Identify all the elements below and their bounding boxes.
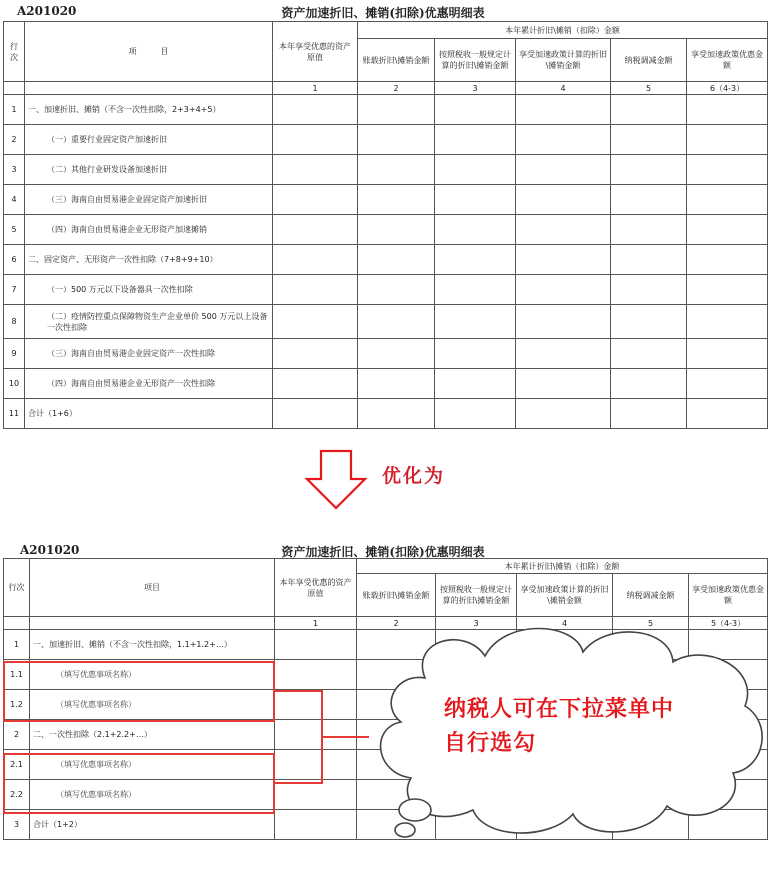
- header-group: 本年累计折旧\摊销（扣除）金额: [358, 22, 768, 39]
- table-row: 7 （一）500 万元以下设备器具一次性扣除: [4, 275, 768, 305]
- table-row: 6 二、固定资产、无形资产一次性扣除（7+8+9+10）: [4, 245, 768, 275]
- row-label: （三）海南自由贸易港企业固定资产加速折旧: [25, 185, 273, 215]
- header-col4: 享受加速政策计算的折旧\摊销金额: [517, 574, 613, 617]
- table-row: 1.2 （填写优惠事项名称）: [4, 690, 768, 720]
- header-col3: 按照税收一般规定计算的折旧\摊销金额: [436, 574, 517, 617]
- header-col5: 纳税调减金额: [611, 39, 687, 82]
- row-label: 一、加速折旧、摊销（不含一次性扣除，2+3+4+5）: [25, 95, 273, 125]
- table-row: 2.1 （填写优惠事项名称）: [4, 750, 768, 780]
- col-number: 1: [273, 82, 358, 95]
- row-label: 合计（1+6）: [25, 399, 273, 429]
- header-group: 本年累计折旧\摊销（扣除）金额: [357, 559, 768, 574]
- row-label: （一）500 万元以下设备器具一次性扣除: [25, 275, 273, 305]
- bracket-connector: [275, 690, 322, 692]
- header-col5: 纳税调减金额: [613, 574, 689, 617]
- col-number: 6（4-3）: [687, 82, 768, 95]
- row-label: （四）海南自由贸易港企业无形资产一次性扣除: [25, 369, 273, 399]
- preference-item-select[interactable]: （填写优惠事项名称）: [30, 690, 275, 720]
- table-row: 11 合计（1+6）: [4, 399, 768, 429]
- col-number: 2: [358, 82, 435, 95]
- optimized-label: 优化为: [382, 465, 446, 487]
- table-row: 9 （三）海南自由贸易港企业固定资产一次性扣除: [4, 339, 768, 369]
- table-row: 1.1 （填写优惠事项名称）: [4, 660, 768, 690]
- table-row: 2 二、一次性扣除（2.1+2.2+…）: [4, 720, 768, 750]
- table-row: 3 合计（1+2）: [4, 810, 768, 840]
- col-number: 5: [613, 617, 689, 630]
- header-col2: 账载折旧\摊销金额: [358, 39, 435, 82]
- header-col6: 享受加速政策优惠金额: [687, 39, 768, 82]
- header-col4: 享受加速政策计算的折旧\摊销金额: [516, 39, 611, 82]
- row-label: 二、一次性扣除（2.1+2.2+…）: [30, 720, 275, 750]
- col-number: 5（4-3）: [689, 617, 768, 630]
- form-code: A201020: [17, 4, 77, 18]
- original-table: [3, 21, 768, 429]
- header-col6: 享受加速政策优惠金额: [689, 574, 768, 617]
- table-row: 1 一、加速折旧、摊销（不含一次性扣除，2+3+4+5）: [4, 95, 768, 125]
- header-row-no: 行次: [4, 559, 30, 617]
- header-col3: 按照税收一般规定计算的折旧\摊销金额: [435, 39, 516, 82]
- table-row: 10 （四）海南自由贸易港企业无形资产一次性扣除: [4, 369, 768, 399]
- col-number: 3: [436, 617, 517, 630]
- table-row: 2.2 （填写优惠事项名称）: [4, 780, 768, 810]
- table-row: 5 （四）海南自由贸易港企业无形资产加速摊销: [4, 215, 768, 245]
- col-number: 5: [611, 82, 687, 95]
- header-item: 项目: [30, 559, 275, 617]
- table-row: 8 （二）疫情防控重点保障物资生产企业单价 500 万元以上设备一次性扣除: [4, 305, 768, 339]
- header-col1: 本年享受优惠的资产原值: [273, 22, 358, 82]
- preference-item-select[interactable]: （填写优惠事项名称）: [30, 750, 275, 780]
- form-code: A201020: [20, 543, 80, 557]
- col-number: 4: [516, 82, 611, 95]
- col-number: 4: [517, 617, 613, 630]
- header-col2: 账载折旧\摊销金额: [357, 574, 436, 617]
- header-item: 项 目: [25, 22, 273, 82]
- col-number: 3: [435, 82, 516, 95]
- row-label: （一）重要行业固定资产加速折旧: [25, 125, 273, 155]
- table-row: 1 一、加速折旧、摊销（不含一次性扣除，1.1+1.2+…）: [4, 630, 768, 660]
- row-label: 一、加速折旧、摊销（不含一次性扣除，1.1+1.2+…）: [30, 630, 275, 660]
- header-col1: 本年享受优惠的资产原值: [275, 559, 357, 617]
- table-row: 3 （二）其他行业研发设备加速折旧: [4, 155, 768, 185]
- original-form: [3, 0, 767, 430]
- highlight-box-group1: [3, 661, 275, 722]
- row-label: （二）疫情防控重点保障物资生产企业单价 500 万元以上设备一次性扣除: [25, 305, 273, 339]
- col-number: 2: [357, 617, 436, 630]
- table-row: 2 （一）重要行业固定资产加速折旧: [4, 125, 768, 155]
- col-number: 1: [275, 617, 357, 630]
- row-label: 合计（1+2）: [30, 810, 275, 840]
- row-label: （三）海南自由贸易港企业固定资产一次性扣除: [25, 339, 273, 369]
- form-title: 资产加速折旧、摊销(扣除)优惠明细表: [281, 6, 485, 20]
- highlight-box-group2: [3, 753, 275, 814]
- callout-text: 纳税人可在下拉菜单中自行选勾: [444, 697, 675, 756]
- table-row: 4 （三）海南自由贸易港企业固定资产加速折旧: [4, 185, 768, 215]
- bracket-connector: [275, 782, 322, 784]
- down-arrow-icon: [303, 449, 369, 511]
- preference-item-select[interactable]: （填写优惠事项名称）: [30, 780, 275, 810]
- header-row-no: 行次: [4, 22, 25, 82]
- row-label: 二、固定资产、无形资产一次性扣除（7+8+9+10）: [25, 245, 273, 275]
- preference-item-select[interactable]: （填写优惠事项名称）: [30, 660, 275, 690]
- row-label: （四）海南自由贸易港企业无形资产加速摊销: [25, 215, 273, 245]
- row-label: （二）其他行业研发设备加速折旧: [25, 155, 273, 185]
- form-title: 资产加速折旧、摊销(扣除)优惠明细表: [281, 545, 485, 559]
